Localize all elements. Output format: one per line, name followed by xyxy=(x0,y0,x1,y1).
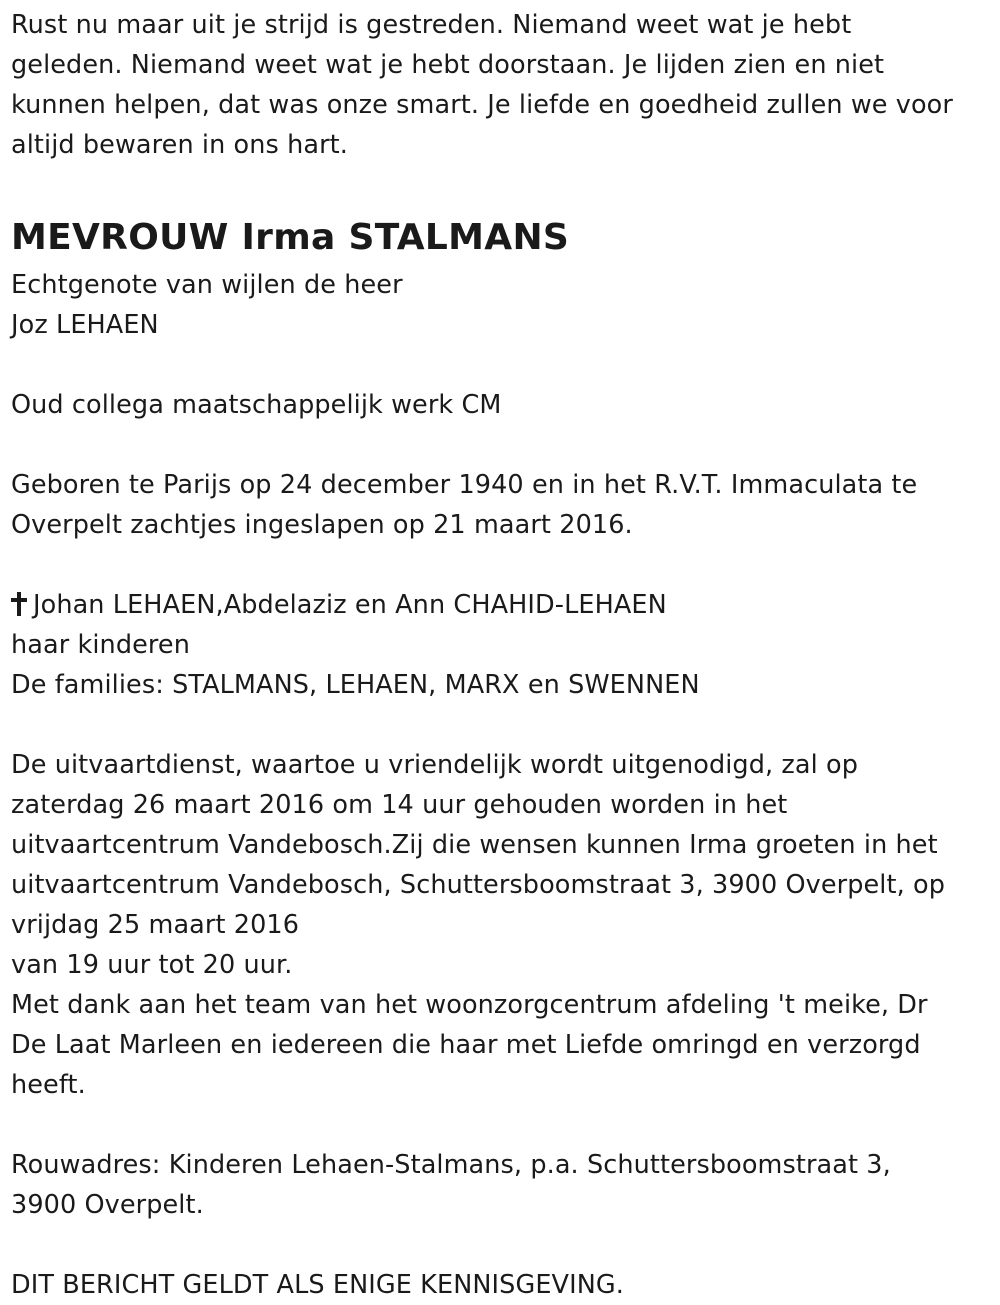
families-line: De families: STALMANS, LEHAEN, MARX en SWENNEN xyxy=(11,670,700,700)
mourning-address xyxy=(11,1145,993,1225)
address-line: 3900 Overpelt. xyxy=(11,1190,204,1220)
ceremony-line: De Laat Marleen en iedereen die haar met Liefde omringd en verzorgd xyxy=(11,1030,921,1060)
poem-line: altijd bewaren in ons hart. xyxy=(11,130,348,160)
obituary-document xyxy=(11,5,993,1305)
spacer xyxy=(11,1225,993,1265)
spacer xyxy=(11,425,993,465)
ceremony-line: heeft. xyxy=(11,1070,86,1100)
ceremony-line: Met dank aan het team van het woonzorgcentrum afdeling 't meike, Dr xyxy=(11,990,928,1020)
ceremony-line: van 19 uur tot 20 uur. xyxy=(11,950,293,980)
spacer xyxy=(11,545,993,585)
birth-death-line: Geboren te Parijs op 24 december 1940 en in het R.V.T. Immaculata te xyxy=(11,470,918,500)
address-line: Rouwadres: Kinderen Lehaen-Stalmans, p.a. Schuttersboomstraat 3, xyxy=(11,1150,891,1180)
birth-death-info xyxy=(11,465,993,545)
cross-icon xyxy=(11,592,27,616)
ceremony-line: vrijdag 25 maart 2016 xyxy=(11,910,300,940)
spouse-name: Joz LEHAEN xyxy=(11,310,159,340)
children-names-line xyxy=(11,585,993,625)
ceremony-line: uitvaartcentrum Vandebosch.Zij die wensen kunnen Irma groeten in het xyxy=(11,830,938,860)
birth-death-line: Overpelt zachtjes ingeslapen op 21 maart 2016. xyxy=(11,510,633,540)
spacer xyxy=(11,705,993,745)
spacer xyxy=(11,1105,993,1145)
ceremony-info xyxy=(11,745,993,1105)
family-section xyxy=(11,585,993,705)
children-names: Johan LEHAEN,Abdelaziz en Ann CHAHID-LEHAEN xyxy=(33,590,667,620)
deceased-name: MEVROUW Irma STALMANS xyxy=(11,217,570,258)
ceremony-line: De uitvaartdienst, waartoe u vriendelijk wordt uitgenodigd, zal op xyxy=(11,750,858,780)
poem-line: Rust nu maar uit je strijd is gestreden. Niemand weet wat je hebt xyxy=(11,10,852,40)
ceremony-line: zaterdag 26 maart 2016 om 14 uur gehouden worden in het xyxy=(11,790,788,820)
spouse-line: Echtgenote van wijlen de heer xyxy=(11,270,403,300)
occupation: Oud collega maatschappelijk werk CM xyxy=(11,390,502,420)
spacer xyxy=(11,345,993,385)
notice: DIT BERICHT GELDT ALS ENIGE KENNISGEVING. xyxy=(11,1270,624,1300)
poem-line: geleden. Niemand weet wat je hebt doorstaan. Je lijden zien en niet xyxy=(11,50,885,80)
ceremony-line: uitvaartcentrum Vandebosch, Schuttersboomstraat 3, 3900 Overpelt, op xyxy=(11,870,945,900)
poem xyxy=(11,5,993,165)
children-label: haar kinderen xyxy=(11,630,190,660)
poem-line: kunnen helpen, dat was onze smart. Je liefde en goedheid zullen we voor xyxy=(11,90,953,120)
